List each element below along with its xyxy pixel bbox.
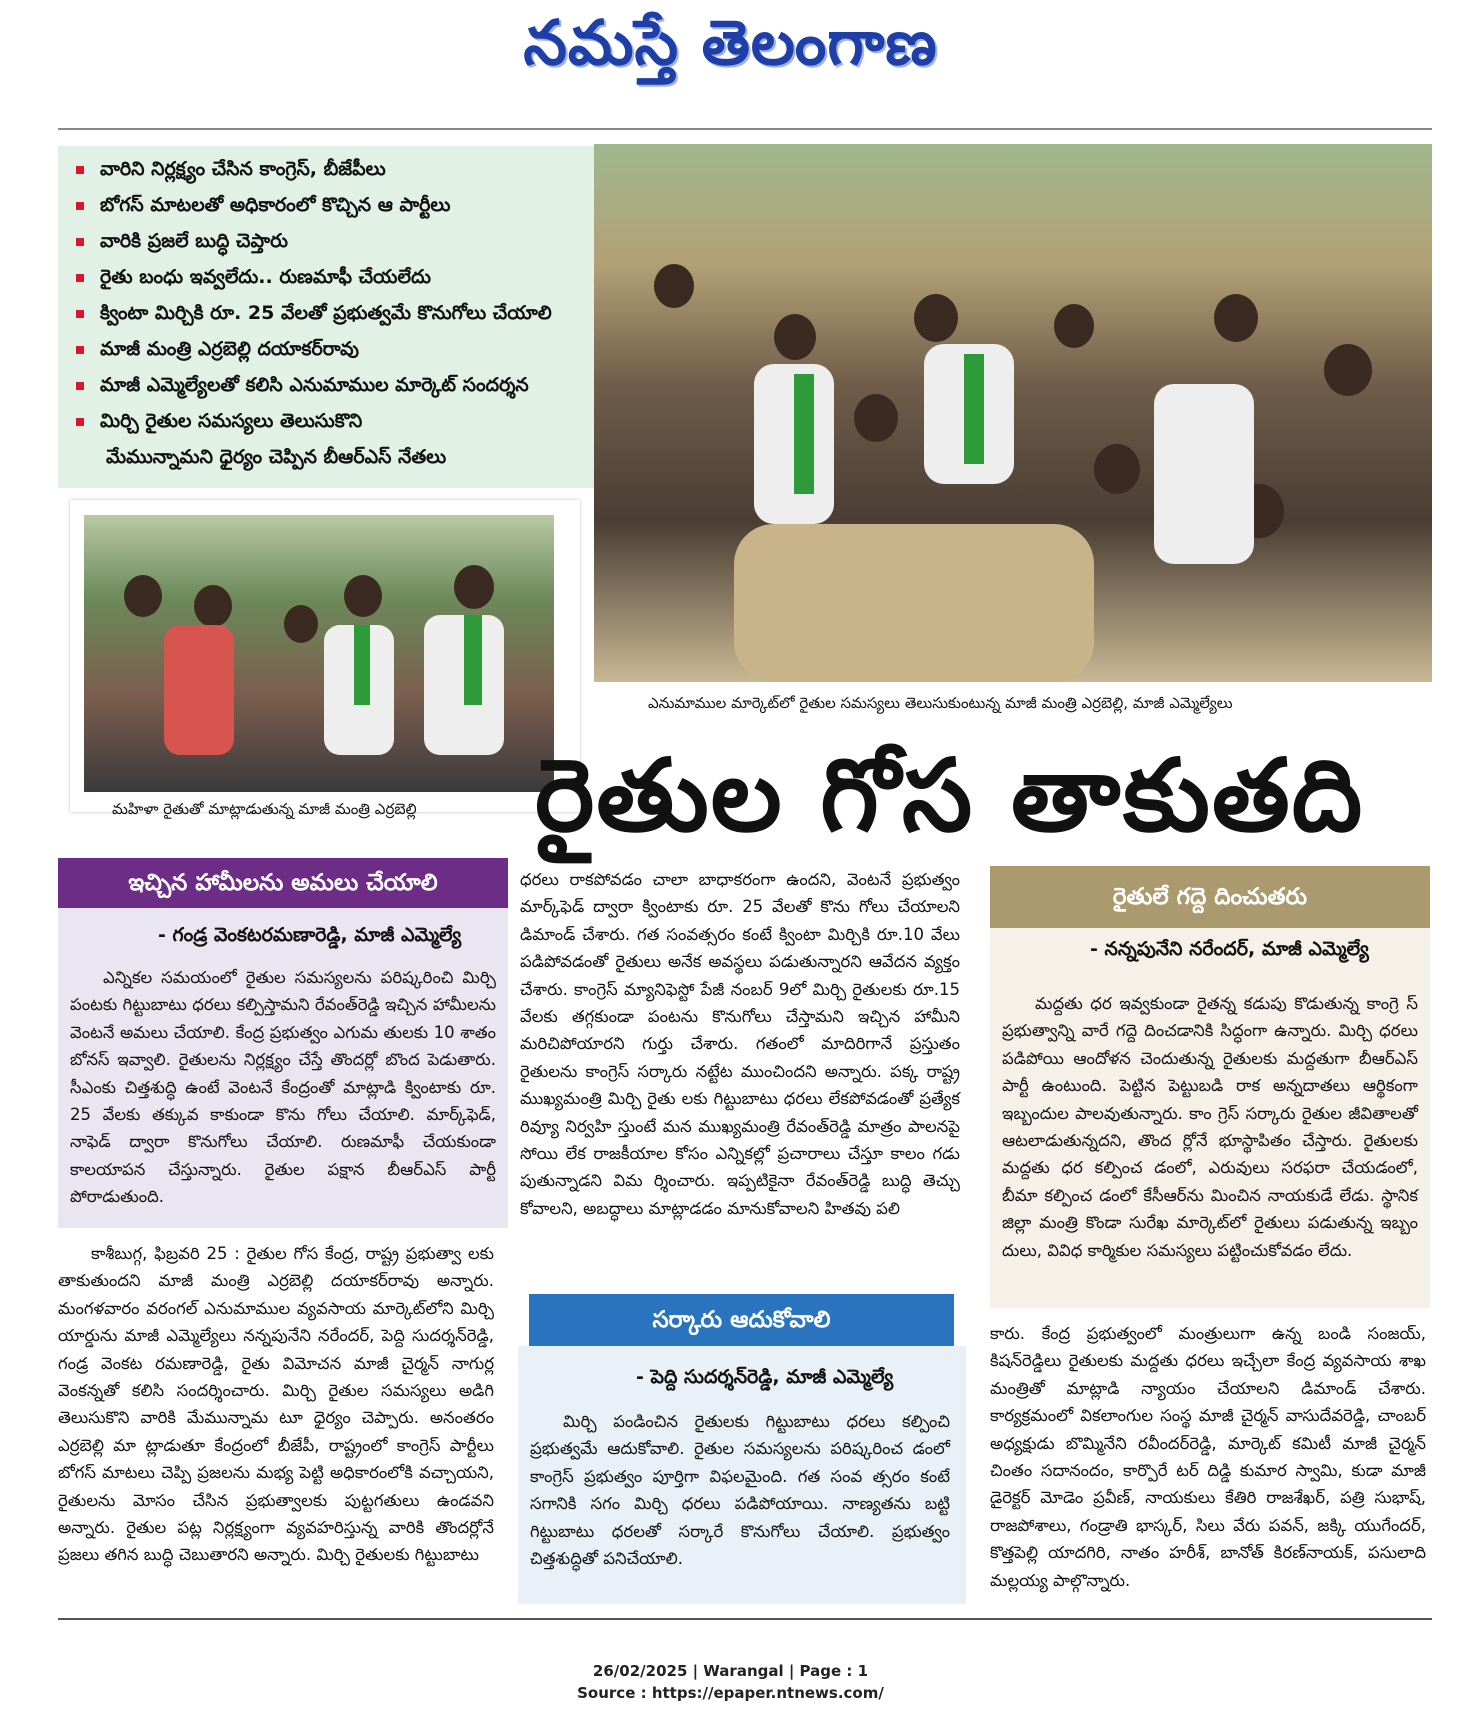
brown-box-byline: - నన్నపునేని నరేందర్, మాజీ ఎమ్మెల్యే	[1090, 938, 1369, 960]
top-divider	[58, 128, 1432, 130]
purple-box-byline: - గండ్ర వెంకటరమణారెడ్డి, మాజీ ఎమ్మెల్యే	[158, 924, 462, 946]
main-photo-caption: ఎనుమాముల మార్కెట్‌లో రైతుల సమస్యలు తెలుసుకుంటున్న మాజీ మంత్రి ఎర్రబెల్లి, మాజీ ఎమ్మెల్యేలు	[648, 694, 1233, 712]
highlight-item: రైతు బంధు ఇవ్వలేదు.. రుణమాఫీ చేయలేదు	[76, 266, 431, 293]
highlights-box	[58, 146, 595, 488]
brown-box	[990, 928, 1430, 1308]
brown-box-text: మద్దతు ధర ఇవ్వకుండా రైతన్న కడుపు కొడుతున్న కాంగ్రె స్ ప్రభుత్వాన్ని వారే గద్దె దించడానికి సిద్ధంగా ఉన్నారు. మిర్చి ధరలు పడిపోయి ఆందోళన చెందుతున్న రైతులకు మద్దతుగా బీఆర్‌ఎస్ పార్టీ ఉంటుంది. పెట్టిన పెట్టుబడి రాక అన్నదాతలు ఆర్థికంగా ఇబ్బందుల పాలవుతున్నారు. కాం గ్రెస్ సర్కారు రైతుల జీవితాలతో ఆటలాడుతున్నదని, తొంద ర్లోనే భూస్థాపితం చేస్తారు. రైతులకు మద్దతు ధర కల్పించ డంలో, ఎరువులు సరఫరా చేయడంలో, బీమా కల్పించ డంలో కేసీఆర్‌ను మించిన నాయకుడే లేడు. స్థానిక జిల్లా మంత్రి కొండా సురేఖ మార్కెట్‌లో రైతులు పడుతున్న ఇబ్బం దులు, వివిధ కార్మికుల సమస్యలు పట్టించుకోవడం లేదు.	[1002, 994, 1418, 1260]
bullet-icon	[76, 310, 84, 318]
masthead	[0, 0, 1461, 88]
highlight-item: బోగస్ మాటలతో అధికారంలో కొచ్చిన ఆ పార్టీలు	[76, 194, 450, 221]
main-photo	[594, 144, 1432, 682]
bullet-icon	[76, 166, 84, 174]
purple-box-title: ఇచ్చిన హామీలను అమలు చేయాలి	[58, 858, 508, 908]
body-column-left: కాశీబుగ్గ, ఫిబ్రవరి 25 : రైతుల గోస కేంద్ర, రాష్ట్ర ప్రభుత్వా లకు తాకుతుందని మాజీ మంత్రి ఎర్రబెల్లి దయాకర్‌రావు అన్నారు. మంగళవారం వరంగల్ ఎనుమాముల వ్యవసాయ మార్కెట్‌లోని మిర్చి యార్డును మాజీ ఎమ్మెల్యేలు నన్నపునేని నరేందర్, పెద్ది సుదర్శన్‌రెడ్డి, గండ్ర వెంకట రమణారెడ్డి, రైతు విమోచన మాజీ చైర్మన్ నాగుర్ల వెంకన్నతో కలిసి సందర్శించారు. మిర్చి రైతుల సమస్యలు అడిగి తెలుసుకొని వారికి మేమున్నామ టూ ధైర్యం చెప్పారు. అనంతరం ఎర్రబెల్లి మా ట్లాడుతూ కేంద్రంలో బీజేపీ, రాష్ట్రంలో కాంగ్రెస్ పార్టీలు బోగస్ మాటలు చెప్పి ప్రజలను మభ్య పెట్టి అధికారంలోకి వచ్చాయని, రైతులను మోసం చేసిన ప్రభుత్వాలకు పుట్టగతులు ఉండవని అన్నారు. రైతుల పట్ల నిర్లక్ష్యంగా వ్యవహరిస్తున్న వారికి తొందర్లోనే ప్రజలు తగిన బుద్ధి చెబుతారని అన్నారు. మిర్చి రైతులకు గిట్టుబాటు	[58, 1244, 494, 1565]
bullet-icon	[76, 346, 84, 354]
newspaper-logo: నమస్తే తెలంగాణ	[523, 6, 938, 79]
blue-box-text: మిర్చి పండించిన రైతులకు గిట్టుబాటు ధరలు కల్పించి ప్రభుత్వమే ఆదుకోవాలి. రైతుల సమస్యలను పరిష్కరించ డంలో కాంగ్రెస్ ప్రభుత్వం పూర్తిగా విఫలమైంది. గత సంవ త్సరం కంటే సగానికి సగం మిర్చి ధరలు పడిపోయాయి. నాణ్యతను బట్టి గిట్టుబాటు ధరలతో సర్కారే కొనుగోలు చేయాలి. ప్రభుత్వం చిత్తశుద్ధితో పనిచేయాలి.	[530, 1412, 950, 1569]
footer-divider	[58, 1618, 1432, 1620]
highlight-item: క్వింటా మిర్చికి రూ. 25 వేలతో ప్రభుత్వమే కొనుగోలు చేయాలి	[76, 302, 552, 329]
bullet-icon	[76, 382, 84, 390]
highlight-item: మాజీ మంత్రి ఎర్రబెల్లి దయాకర్‌రావు	[76, 338, 359, 365]
highlight-item: మిర్చి రైతుల సమస్యలు తెలుసుకొని	[76, 410, 362, 437]
small-photo-caption: మహిళా రైతుతో మాట్లాడుతున్న మాజీ మంత్రి ఎర్రబెల్లి	[112, 800, 417, 818]
blue-box-title: సర్కారు ఆదుకోవాలి	[529, 1294, 954, 1346]
highlight-item: వారిని నిర్లక్ష్యం చేసిన కాంగ్రెస్, బీజేపీలు	[76, 158, 386, 185]
bullet-icon	[76, 202, 84, 210]
blue-box-byline: - పెద్ది సుదర్శన్‌రెడ్డి, మాజీ ఎమ్మెల్యే	[636, 1366, 894, 1388]
bullet-icon	[76, 274, 84, 282]
blue-box	[518, 1346, 966, 1604]
highlight-item: మాజీ ఎమ్మెల్యేలతో కలిసి ఎనుమాముల మార్కెట్ సందర్శన	[76, 374, 529, 401]
bullet-icon	[76, 238, 84, 246]
headline: రైతుల గోస తాకుతది	[535, 736, 1365, 854]
footer-source: Source : https://epaper.ntnews.com/	[577, 1684, 884, 1702]
body-column-middle: ధరలు రాకపోవడం చాలా బాధాకరంగా ఉందని, వెంటనే ప్రభుత్వం మార్క్‌ఫెడ్ ద్వారా క్వింటాకు రూ. 25 వేలతో కొను గోలు చేయాలని డిమాండ్ చేశారు. గత సంవత్సరం కంటే క్వింటా మిర్చికి రూ.10 వేలు పడిపోవడంతో రైతులు అనేక అవస్థలు పడుతున్నారని ఆవేదన వ్యక్తం చేశారు. కాంగ్రెస్ మ్యానిఫెస్టో పేజీ నంబర్ 9లో మిర్చి రైతులకు రూ.15 వేలకు తగ్గకుండా పంటను కొనుగోలు చేస్తామని ఇచ్చిన హామీని మరిచిపోయారని గుర్తు చేశారు. గతంలో మాదిరిగానే ప్రస్తుతం రైతులను కాంగ్రెస్ సర్కారు నట్టేట ముంచిందని అన్నారు. పక్క రాష్ట్ర ముఖ్యమంత్రి మిర్చి రైతు లకు గిట్టుబాటు ధరలు లేకపోవడంతో ప్రత్యేక రివ్యూ నిర్వహి స్తుంటే మన ముఖ్యమంత్రి రేవంత్‌రెడ్డి మాత్రం పాలనపై సోయి లేక రాజకీయాల కోసం ఎన్నికల్లో ప్రచారాలు చేస్తూ కాలం గడు పుతున్నాడని విమ ర్శించారు. ఇప్పటికైనా రేవంత్‌రెడ్డి బుద్ధి తెచ్చు కోవాలని, అబద్ధాలు మాట్లాడడం మానుకోవాలని హితవు పలి	[520, 870, 960, 1218]
body-column-right: కారు. కేంద్ర ప్రభుత్వంలో మంత్రులుగా ఉన్న బండి సంజయ్, కిషన్‌రెడ్డిలు రైతులకు మద్దతు ధరలు ఇచ్చేలా కేంద్ర వ్యవసాయ శాఖ మంత్రితో మాట్లాడి న్యాయం చేయాలని డిమాండ్ చేశారు. కార్యక్రమంలో వికలాంగుల సంస్థ మాజీ చైర్మన్ వాసుదేవరెడ్డి, చాంబర్ అధ్యక్షుడు బొమ్మినేని రవీందర్‌రెడ్డి, మార్కెట్ కమిటీ మాజీ చైర్మన్ చింతం సదానందం, కార్పొరే టర్ దిడ్డి కుమార స్వామి, కుడా మాజీ డైరెక్టర్ మోడెం ప్రవీణ్, నాయకులు కేతిరి రాజశేఖర్, పత్రి సుభాష్, రాజపోశాలు, గండ్రాతి భాస్కర్, సిలు వేరు పవన్, జక్కి యుగేందర్, కొత్తపెల్లి యాదగిరి, నాతం హరీశ్, బానోత్ కిరణ్‌నాయక్, పసులాది మల్లయ్య పాల్గొన్నారు.	[990, 1324, 1426, 1590]
purple-box	[58, 908, 508, 1228]
highlight-item: వారికి ప్రజలే బుద్ధి చెప్తారు	[76, 230, 288, 257]
highlight-item: మేమున్నామని ధైర్యం చెప్పిన బీఆర్‌ఎస్ నేతలు	[106, 446, 447, 468]
brown-box-title: రైతులే గద్దె దించుతరు	[990, 866, 1430, 928]
bullet-icon	[76, 418, 84, 426]
purple-box-text: ఎన్నికల సమయంలో రైతుల సమస్యలను పరిష్కరించి మిర్చి పంటకు గిట్టుబాటు ధరలు కల్పిస్తామని రేవంత్‌రెడ్డి ఇచ్చిన హామీలను వెంటనే అమలు చేయాలి. కేంద్ర ప్రభుత్వం ఎగుమ తులకు 10 శాతం బోనస్ ఇవ్వాలి. రైతులను నిర్లక్ష్యం చేస్తే తొందర్లో బొంద పెడుతారు. సీఎంకు చిత్తశుద్ధి ఉంటే వెంటనే కేంద్రంతో మాట్లాడి క్వింటాకు రూ. 25 వేలకు తక్కువ కాకుండా కొను గోలు చేయాలి. మార్క్‌ఫెడ్, నాఫెడ్ ద్వారా కొనుగోలు చేయాలి. రుణమాఫీ చేయకుండా కాలయాపన చేస్తున్నారు. రైతుల పక్షాన బీఆర్‌ఎస్ పార్టీ పోరాడుతుంది.	[70, 968, 496, 1207]
ticker-strip	[58, 90, 1448, 104]
footer	[0, 1660, 1461, 1704]
footer-edition: 26/02/2025 | Warangal | Page : 1	[592, 1662, 869, 1680]
small-photo	[84, 515, 554, 792]
